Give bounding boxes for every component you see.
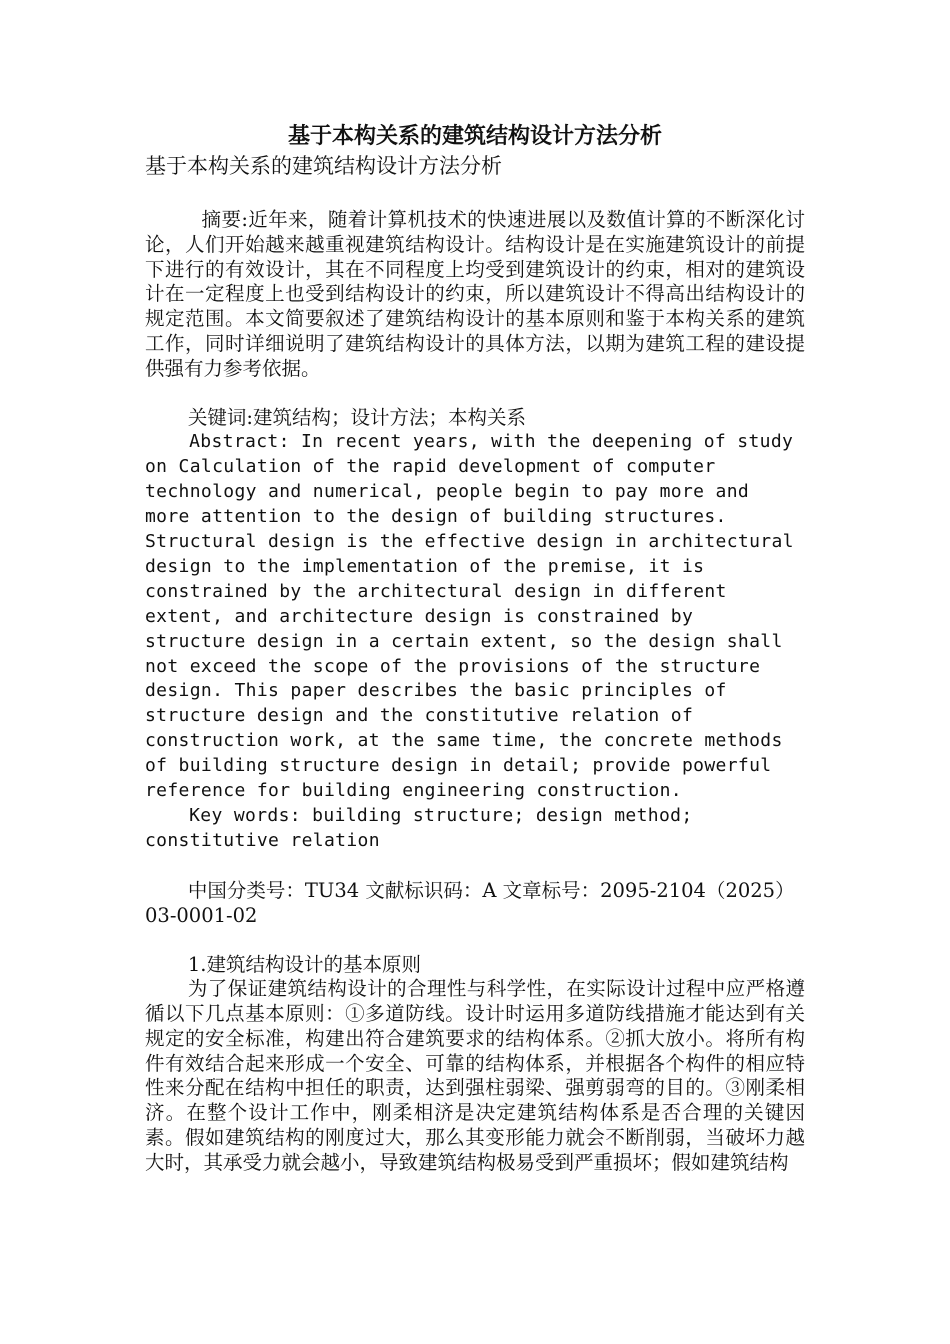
spacer bbox=[145, 180, 805, 208]
classification-info: 中国分类号：TU34 文献标识码：A 文章标号：2095-2104（2025）03-0001-02 bbox=[145, 878, 795, 927]
document-content bbox=[145, 120, 805, 1176]
abstract-chinese: 摘要:近年来，随着计算机技术的快速进展以及数值计算的不断深化讨论，人们开始越来越重视建筑结构设计。结构设计是在实施建筑设计的前提下进行的有效设计，其在不同程度上均受到建筑设计的约束，相对的建筑设计在一定程度上也受到结构设计的约束，所以建筑设计不得高出结构设计的规定范围。本文简要叙述了建筑结构设计的基本原则和鉴于本构关系的建筑工作，同时详细说明了建筑结构设计的具体方法，以期为建筑工程的建设提供强有力参考依据。 bbox=[145, 208, 805, 380]
spacer bbox=[145, 382, 805, 406]
page-title: 基于本构关系的建筑结构设计方法分析 bbox=[287, 123, 662, 149]
document-subtitle: 基于本构关系的建筑结构设计方法分析 bbox=[145, 154, 502, 178]
section-1-body: 为了保证建筑结构设计的合理性与科学性，在实际设计过程中应严格遵循以下几点基本原则：①多道防线。设计时运用多道防线措施才能达到有关规定的安全标准，构建出符合建筑要求的结构体系。②抓大放小。将所有构件有效结合起来形成一个安全、可靠的结构体系，并根据各个构件的相应特性来分配在结构中担任的职责，达到强柱弱梁、强剪弱弯的目的。③刚柔相济。在整个设计工作中，刚柔相济是决定建筑结构体系是否合理的关键因素。假如建筑结构的刚度过大，那么其变形能力就会不断削弱，当破坏力越大时，其承受力就会越小，导致建筑结构极易受到严重损坏；假如建筑结构 bbox=[145, 976, 805, 1175]
abstract-english: Abstract: In recent years, with the deepening of study on Calculation of the rapid development of computer technology and numerical, people begin to pay more and more attention to the design of building structures. Structural design is the effective design in architectural design to the implementation of the premise, it is constrained by the architectural design in different extent, and architecture design is constrained by structure design in a certain extent, so the design shall not exceed the scope of the provisions of the structure design. This paper describes the basic principles of structure design and the constitutive relation of construction work, at the same time, the concrete methods of building structure design in detail; provide powerful reference for building engineering construction. bbox=[145, 431, 794, 802]
section-1-heading: 1.建筑结构设计的基本原则 bbox=[187, 952, 421, 976]
spacer bbox=[145, 928, 805, 952]
keywords-chinese: 关键词:建筑结构；设计方法；本构关系 bbox=[187, 405, 526, 429]
keywords-english: Key words: building structure; design method; constitutive relation bbox=[145, 804, 693, 851]
spacer bbox=[145, 854, 805, 878]
